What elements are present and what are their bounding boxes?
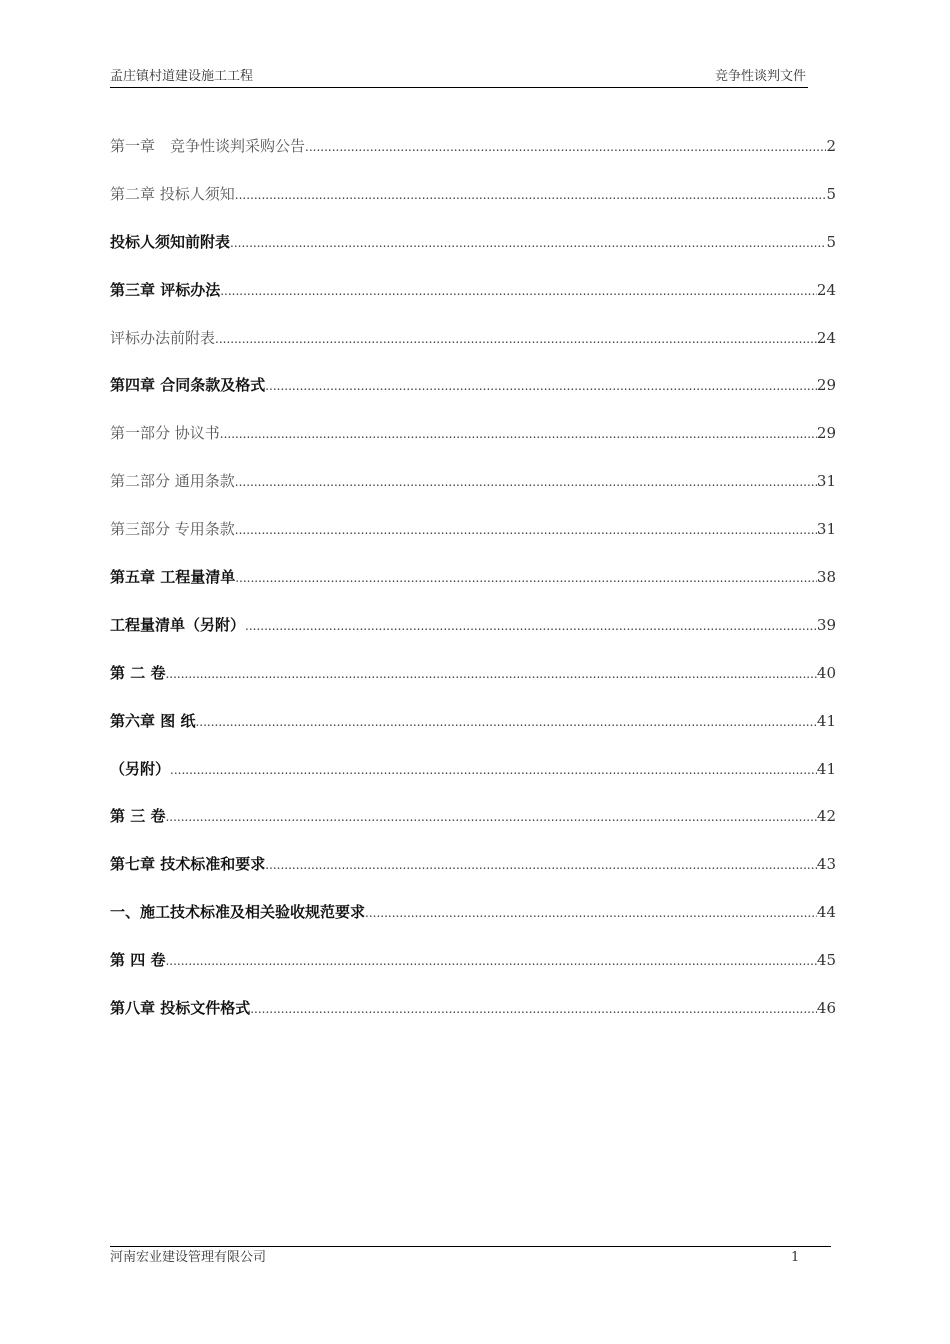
toc-dot-leader bbox=[235, 518, 817, 542]
toc-entry-title: 第二部分 通用条款 bbox=[110, 472, 235, 491]
toc-entry[interactable] bbox=[110, 182, 836, 230]
toc-entry[interactable] bbox=[110, 421, 836, 469]
toc-dot-leader bbox=[230, 231, 826, 255]
toc-entry[interactable] bbox=[110, 996, 836, 1044]
toc-entry-page-number: 39 bbox=[816, 615, 836, 634]
toc-entry-title: （另附） bbox=[110, 759, 171, 778]
toc-entry[interactable] bbox=[110, 517, 836, 565]
toc-entry[interactable] bbox=[110, 948, 836, 996]
toc-entry-page-number: 5 bbox=[826, 232, 836, 251]
toc-entry-title: 第六章 图 纸 bbox=[110, 711, 196, 730]
toc-dot-leader bbox=[165, 662, 816, 686]
toc-entry-page-number: 24 bbox=[816, 328, 836, 347]
toc-entry-page-number: 31 bbox=[816, 472, 836, 491]
toc-dot-leader bbox=[165, 805, 816, 829]
toc-entry-title: 第三部分 专用条款 bbox=[110, 520, 235, 539]
toc-entry-page-number: 38 bbox=[816, 568, 836, 587]
toc-entry[interactable] bbox=[110, 613, 836, 661]
toc-entry-title: 第一部分 协议书 bbox=[110, 424, 220, 443]
header-project-title: 孟庄镇村道建设施工工程 bbox=[110, 69, 254, 84]
toc-entry-page-number: 41 bbox=[816, 759, 836, 778]
toc-entry-title: 第七章 技术标准和要求 bbox=[110, 855, 266, 874]
toc-dot-leader bbox=[365, 901, 817, 925]
toc-dot-leader bbox=[170, 758, 817, 782]
toc-entry-page-number: 44 bbox=[816, 903, 836, 922]
toc-entry-page-number: 42 bbox=[816, 807, 836, 826]
toc-entry-title: 评标办法前附表 bbox=[110, 328, 216, 347]
toc-entry-title: 一、施工技术标准及相关验收规范要求 bbox=[110, 903, 366, 922]
toc-dot-leader bbox=[305, 135, 826, 159]
toc-dot-leader bbox=[250, 997, 817, 1021]
toc-entry[interactable] bbox=[110, 852, 836, 900]
toc-dot-leader bbox=[215, 327, 817, 351]
toc-entry[interactable] bbox=[110, 757, 836, 805]
toc-entry-page-number: 45 bbox=[816, 951, 836, 970]
toc-entry-page-number: 5 bbox=[826, 184, 836, 203]
toc-dot-leader bbox=[265, 374, 817, 398]
toc-entry-page-number: 2 bbox=[826, 137, 836, 155]
toc-entry-page-number: 46 bbox=[816, 999, 836, 1018]
toc-entry[interactable] bbox=[110, 709, 836, 757]
toc-dot-leader bbox=[235, 566, 817, 590]
toc-entry[interactable] bbox=[110, 134, 836, 182]
toc-entry-page-number: 43 bbox=[816, 855, 836, 874]
toc-entry[interactable] bbox=[110, 900, 836, 948]
toc-entry-title: 第三章 评标办法 bbox=[110, 280, 221, 299]
toc-entry-page-number: 29 bbox=[816, 424, 836, 443]
page-header bbox=[110, 68, 808, 88]
toc-entry-page-number: 29 bbox=[816, 376, 836, 395]
header-document-type: 竞争性谈判文件 bbox=[714, 69, 806, 84]
toc-entry-title: 第八章 投标文件格式 bbox=[110, 999, 251, 1018]
toc-entry-title: 第五章 工程量清单 bbox=[110, 568, 236, 587]
toc-entry[interactable] bbox=[110, 326, 836, 374]
toc-dot-leader bbox=[235, 470, 817, 494]
toc-entry-page-number: 41 bbox=[816, 711, 836, 730]
toc-entry-page-number: 31 bbox=[816, 520, 836, 539]
footer-page-number: 1 bbox=[791, 1250, 800, 1265]
toc-dot-leader bbox=[265, 853, 817, 877]
toc-entry-title: 第 四 卷 bbox=[110, 951, 166, 970]
table-of-contents bbox=[110, 134, 836, 1044]
toc-dot-leader bbox=[245, 614, 817, 638]
toc-dot-leader bbox=[165, 949, 816, 973]
toc-entry[interactable] bbox=[110, 373, 836, 421]
toc-entry-title: 第一章 竞争性谈判采购公告 bbox=[110, 137, 306, 155]
toc-entry-title: 第 三 卷 bbox=[110, 807, 166, 826]
toc-entry[interactable] bbox=[110, 469, 836, 517]
toc-entry[interactable] bbox=[110, 661, 836, 709]
toc-entry-title: 第 二 卷 bbox=[110, 663, 166, 682]
toc-entry-title: 第二章 投标人须知 bbox=[110, 184, 235, 203]
toc-entry-title: 工程量清单（另附） bbox=[110, 615, 246, 634]
toc-dot-leader bbox=[235, 183, 827, 207]
toc-entry-title: 投标人须知前附表 bbox=[110, 232, 231, 251]
toc-entry[interactable] bbox=[110, 278, 836, 326]
toc-entry-page-number: 40 bbox=[816, 663, 836, 682]
footer-company-name: 河南宏业建设管理有限公司 bbox=[110, 1250, 267, 1265]
toc-dot-leader bbox=[220, 422, 817, 446]
toc-entry-page-number: 24 bbox=[816, 280, 836, 299]
toc-dot-leader bbox=[195, 710, 816, 734]
page-footer bbox=[110, 1246, 831, 1269]
toc-entry[interactable] bbox=[110, 230, 836, 278]
toc-entry-title: 第四章 合同条款及格式 bbox=[110, 376, 266, 395]
toc-dot-leader bbox=[220, 279, 817, 303]
toc-entry[interactable] bbox=[110, 804, 836, 852]
toc-entry[interactable] bbox=[110, 565, 836, 613]
